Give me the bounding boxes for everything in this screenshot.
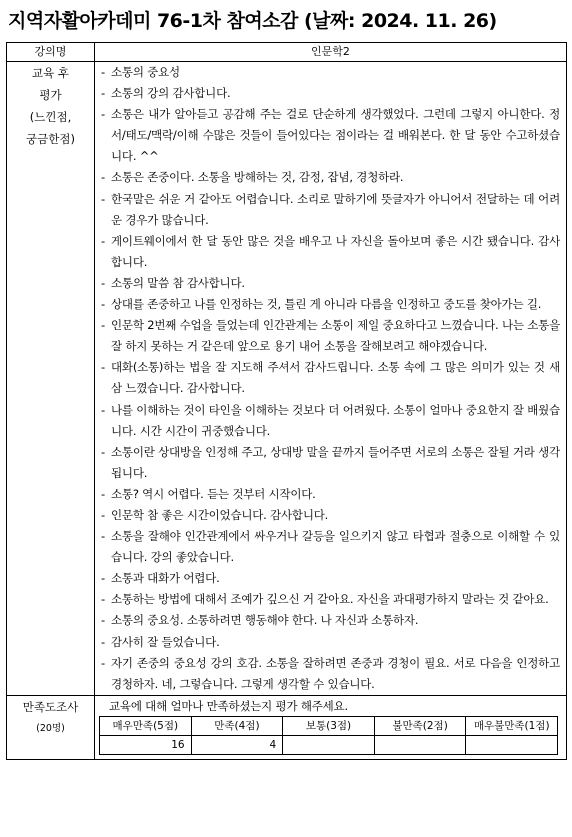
comment-item: - 대화(소통)하는 법을 잘 지도해 주셔서 감사드립니다. 소통 속에 그 많은 의미가 있는 것 새삼 느꼈습니다. 감사합니다. — [99, 357, 560, 399]
survey-header-row — [100, 716, 558, 735]
comment-item: - 상대를 존중하고 나를 인정하는 것, 틀린 게 아니라 다름을 인정하고 중도를 찾아가는 길. — [99, 294, 560, 315]
survey-value-satisfied: 4 — [191, 735, 283, 754]
comment-item: - 감사히 잘 들었습니다. — [99, 632, 560, 653]
comment-item: - 소통의 중요성. 소통하려면 행동해야 한다. 나 자신과 소통하자. — [99, 610, 560, 631]
evaluation-label-line4: 궁금한점) — [26, 132, 75, 146]
evaluation-label-line3: (느낀점, — [29, 110, 72, 124]
comment-item: - 소통의 말씀 참 감사합니다. — [99, 273, 560, 294]
evaluation-label — [7, 62, 95, 696]
lecture-name: 인문학2 — [95, 43, 567, 62]
survey-question: 교육에 대해 얼마나 만족하셨는지 평가 해주세요. — [109, 698, 348, 713]
comment-item: - 소통을 잘해야 인간관계에서 싸우거나 갈등을 일으키지 않고 타협과 절충으로 이해할 수 있습니다. 강의 좋았습니다. — [99, 526, 560, 568]
survey-value-very-dissatisfied — [466, 735, 558, 754]
comment-item: - 자기 존중의 중요성 강의 호감. 소통을 잘하려면 존중과 경청이 필요. 서로 다음을 인정하고 경청하자. 네, 그렇습니다. 그렇게 생각할 수 있습니다. — [99, 653, 560, 695]
survey-label: 만족도조사 — [22, 699, 79, 714]
feedback-table — [6, 42, 567, 760]
survey-cell — [95, 695, 567, 759]
comment-item: - 소통과 대화가 어렵다. — [99, 568, 560, 589]
evaluation-row — [7, 62, 567, 696]
comment-item: - 소통의 강의 감사합니다. — [99, 83, 560, 104]
lecture-header-row — [7, 43, 567, 62]
survey-value-neutral — [283, 735, 375, 754]
evaluation-label-line2: 평가 — [39, 88, 62, 102]
survey-value-very-satisfied: 16 — [100, 735, 192, 754]
survey-header-dissatisfied: 불만족(2점) — [374, 716, 466, 735]
comment-item: - 소통? 역시 어렵다. 듣는 것부터 시작이다. — [99, 484, 560, 505]
comment-item: - 한국말은 쉬운 거 같아도 어렵습니다. 소리로 말하기에 뜻글자가 아니어서 전달하는 데 어려운 경우가 많습니다. — [99, 189, 560, 231]
survey-label-cell — [7, 695, 95, 759]
survey-header-neutral: 보통(3점) — [283, 716, 375, 735]
comment-item: - 소통의 중요성 — [99, 62, 560, 83]
survey-value-dissatisfied — [374, 735, 466, 754]
survey-row — [7, 695, 567, 759]
evaluation-label-line1: 교육 후 — [32, 66, 69, 80]
survey-table — [99, 716, 558, 755]
comment-item: - 나를 이해하는 것이 타인을 이해하는 것보다 더 어려웠다. 소통이 얼마나 중요한지 잘 배웠습니다. 시간 시간이 귀중했습니다. — [99, 400, 560, 442]
comment-item: - 소통하는 방법에 대해서 조예가 깊으신 거 같아요. 자신을 과대평가하지 말라는 것 같아요. — [99, 589, 560, 610]
comment-list — [95, 62, 566, 695]
comment-item: - 게이트웨이에서 한 달 동안 많은 것을 배우고 나 자신을 돌아보며 좋은 시간 됐습니다. 감사합니다. — [99, 231, 560, 273]
survey-header-very-dissatisfied: 매우불만족(1점) — [466, 716, 558, 735]
comments-cell — [95, 62, 567, 696]
lecture-header-label: 강의명 — [7, 43, 95, 62]
comment-item: - 인문학 참 좋은 시간이었습니다. 감사합니다. — [99, 505, 560, 526]
document-title: 지역자활아카데미 76-1차 참여소감 (날짜: 2024. 11. 26) — [8, 10, 497, 32]
comment-item: - 소통이란 상대방을 인정해 주고, 상대방 말을 끝까지 들어주면 서로의 소통은 잘될 거라 생각됩니다. — [99, 442, 560, 484]
survey-header-very-satisfied: 매우만족(5점) — [100, 716, 192, 735]
survey-count: (20명) — [36, 722, 65, 734]
survey-value-row — [100, 735, 558, 754]
comment-item: - 인문학 2번째 수업을 들었는데 인간관계는 소통이 제일 중요하다고 느꼈습니다. 나는 소통을 잘 하지 못하는 거 같은데 앞으로 용기 내어 소통을 잘해보려고 해야겠습니다. — [99, 315, 560, 357]
survey-header-satisfied: 만족(4점) — [191, 716, 283, 735]
comment-item: - 소통은 내가 알아듣고 공감해 주는 걸로 단순하게 생각했었다. 그런데 그렇지 아니한다. 정서/태도/맥락/이해 수많은 것들이 들어있다는 점이라는 걸 배워본다. 한 달 동안 수고하셨습니다. ^^ — [99, 104, 560, 167]
comment-item: - 소통은 존중이다. 소통을 방해하는 것, 감정, 잡념, 경청하라. — [99, 167, 560, 188]
